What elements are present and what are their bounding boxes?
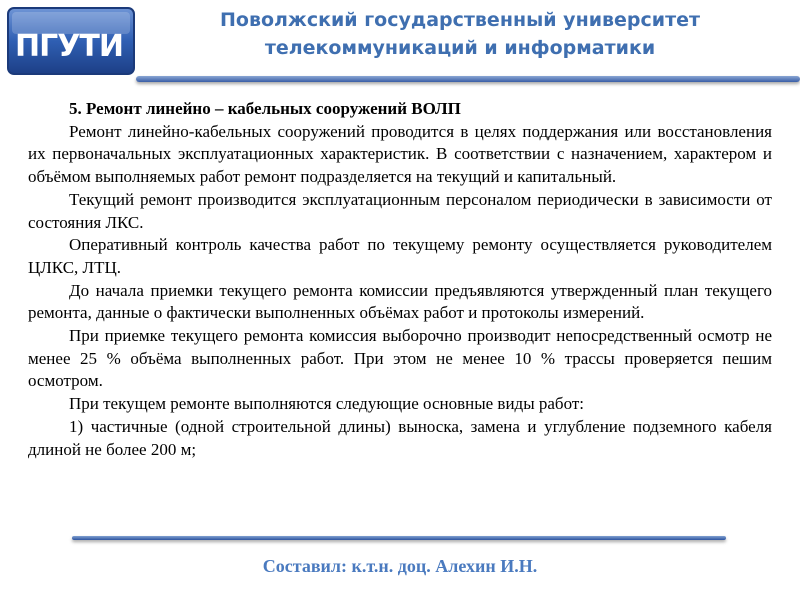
footer-divider — [72, 536, 726, 540]
logo-text: ПГУТИ — [15, 29, 123, 64]
paragraph: Ремонт линейно-кабельных сооружений проводится в целях поддержания или восстановления их первоначальных эксплуатационных характеристик. В соответствии с назначением, характером и объёмом выполняемых работ ремонт подразделяется на текущий и капитальный. — [28, 121, 772, 187]
page-title — [180, 6, 740, 62]
section-heading: 5. Ремонт линейно – кабельных сооружений ВОЛП — [69, 99, 461, 118]
paragraph: При приемке текущего ремонта комиссия выборочно производит непосредственный осмотр не менее 25 % объёма выполненных работ. При этом не менее 10 % трассы проверяется пешим осмотром. — [28, 326, 772, 391]
slide-body — [28, 98, 772, 461]
paragraph: Оперативный контроль качества работ по текущему ремонту осуществляется руководителем ЦЛКС, ЛТЦ. — [28, 235, 772, 277]
header-divider — [136, 76, 800, 82]
title-line-1: Поволжский государственный университет — [219, 9, 701, 31]
title-line-2: телекоммуникаций и информатики — [264, 37, 656, 59]
paragraph: 1) частичные (одной строительной длины) выноска, замена и углубление подземного кабеля длиной не более 200 м; — [28, 416, 772, 459]
paragraph: При текущем ремонте выполняются следующие основные виды работ: — [69, 394, 584, 414]
university-logo — [6, 6, 136, 76]
paragraph: До начала приемки текущего ремонта комиссии предъявляются утвержденный план текущего ремонта, данные о фактически выполненных объёмах работ и протоколы измерений. — [28, 280, 772, 323]
author-credit: Составил: к.т.н. доц. Алехин И.Н. — [262, 556, 538, 576]
paragraph: Текущий ремонт производится эксплуатационным персоналом периодически в зависимости от состояния ЛКС. — [28, 189, 772, 232]
